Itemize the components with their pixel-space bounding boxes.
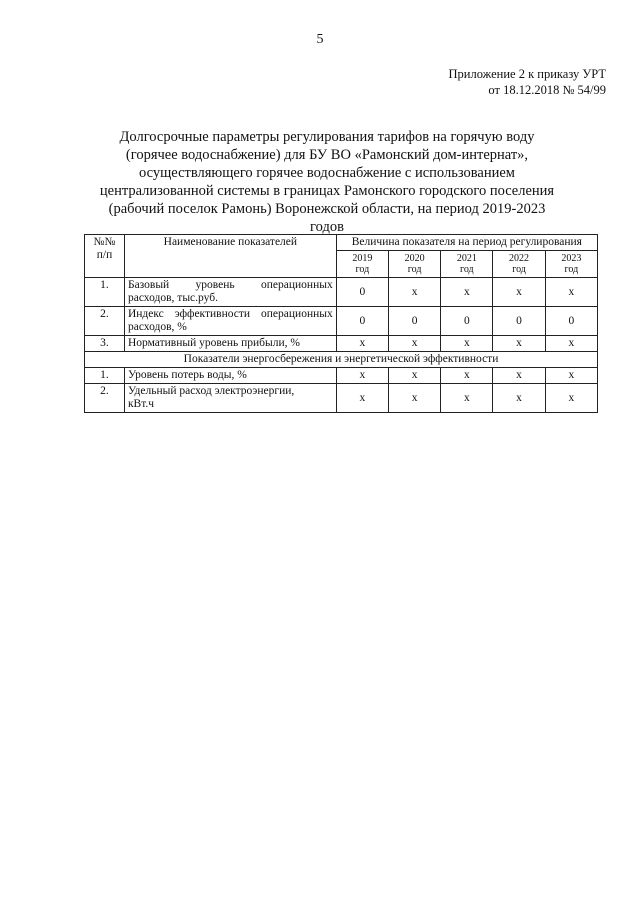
row-name: Уровень потерь воды, %	[124, 368, 336, 384]
header-name: Наименование показателей	[124, 235, 336, 278]
row-value: х	[545, 368, 597, 384]
header-year: 2023 год	[545, 251, 597, 278]
row-value: х	[388, 368, 440, 384]
section-title: Показатели энергосбережения и энергетической эффективности	[85, 352, 598, 368]
row-value: х	[336, 384, 388, 413]
row-value: х	[545, 278, 597, 307]
row-value: х	[336, 368, 388, 384]
row-value: 0	[493, 307, 545, 336]
appendix-order-date: от 18.12.2018 № 54/99	[488, 83, 606, 97]
section-header-row	[85, 352, 598, 368]
parameters-table	[84, 234, 598, 413]
row-value: х	[388, 278, 440, 307]
header-value: Величина показателя на период регулирования	[336, 235, 597, 251]
row-value: х	[336, 336, 388, 352]
row-value: х	[441, 336, 493, 352]
row-name: Базовый уровень операционных расходов, тыс.руб.	[124, 278, 336, 307]
row-value: х	[493, 384, 545, 413]
row-value: х	[493, 336, 545, 352]
row-value: х	[441, 368, 493, 384]
header-year: 2019 год	[336, 251, 388, 278]
row-num: 2.	[85, 384, 125, 413]
row-name: Индекс эффективности операционных расходов, %	[124, 307, 336, 336]
row-value: 0	[336, 278, 388, 307]
row-value: х	[388, 384, 440, 413]
row-name: Удельный расход электроэнергии, кВт.ч	[124, 384, 336, 413]
row-value: 0	[336, 307, 388, 336]
table-row	[85, 307, 598, 336]
header-year: 2021 год	[441, 251, 493, 278]
row-value: х	[545, 384, 597, 413]
row-value: х	[388, 336, 440, 352]
row-value: х	[545, 336, 597, 352]
row-value: 0	[441, 307, 493, 336]
table-row	[85, 368, 598, 384]
table-row	[85, 384, 598, 413]
row-value: 0	[545, 307, 597, 336]
row-name: Нормативный уровень прибыли, %	[124, 336, 336, 352]
document-title: Долгосрочные параметры регулирования тарифов на горячую воду (горячее водоснабжение) для БУ ВО «Рамонский дом-интернат», осуществляющего горячее водоснабжение с использованием централизованной системы в границах Рамонского городского поселения (рабочий поселок Рамонь) Воронежской области, на период 2019-2023 годов	[99, 129, 555, 235]
appendix-line: Приложение 2 к приказу УРТ	[448, 67, 606, 81]
table-row	[85, 278, 598, 307]
row-num: 2.	[85, 307, 125, 336]
row-num: 1.	[85, 278, 125, 307]
appendix-reference	[449, 66, 607, 98]
row-value: х	[441, 278, 493, 307]
row-value: х	[493, 278, 545, 307]
header-year: 2022 год	[493, 251, 545, 278]
header-num: №№ п/п	[85, 235, 125, 278]
row-num: 1.	[85, 368, 125, 384]
row-num: 3.	[85, 336, 125, 352]
page-number: 5	[316, 32, 324, 47]
table-header-row	[85, 235, 598, 251]
table-row	[85, 336, 598, 352]
header-year: 2020 год	[388, 251, 440, 278]
row-value: х	[441, 384, 493, 413]
row-value: х	[493, 368, 545, 384]
row-value: 0	[388, 307, 440, 336]
